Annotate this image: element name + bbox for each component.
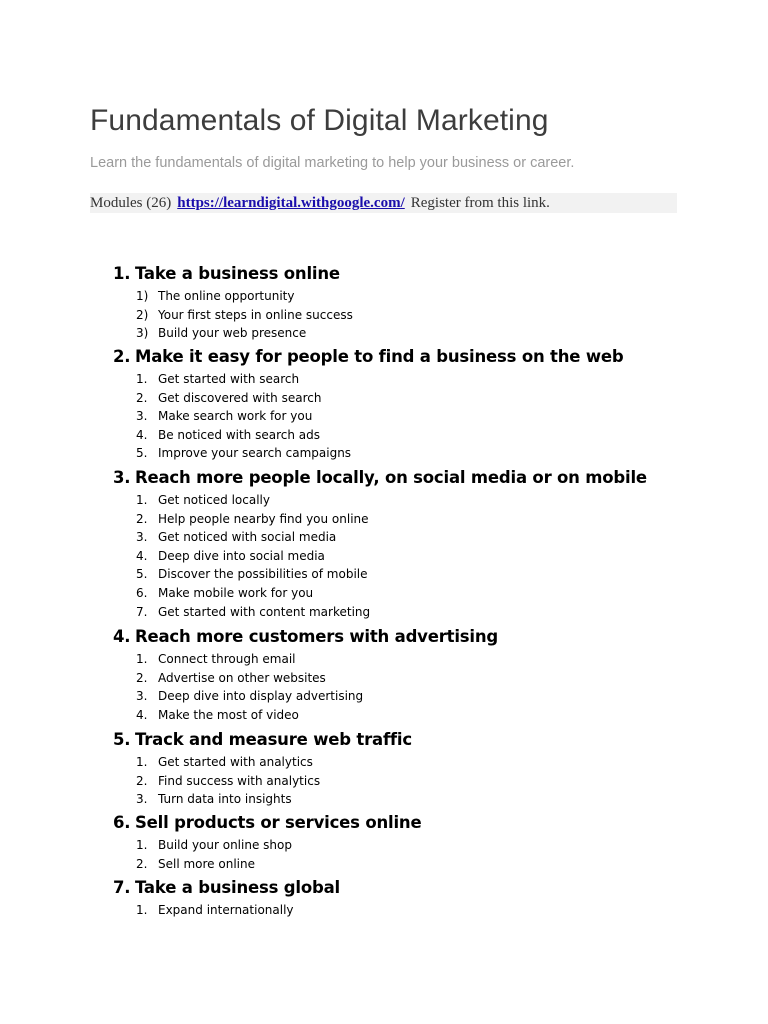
list-item [136,671,326,685]
list-item [136,446,351,460]
list-item [136,567,368,581]
list-item [136,838,292,852]
section-number: 3. [113,468,131,487]
list-item-label: Build your online shop [158,838,292,852]
list-item-label: The online opportunity [158,289,295,303]
list-item-label: Make search work for you [158,409,313,424]
list-item-number: 2. [136,390,148,405]
list-item-number: 4. [136,548,148,563]
section-heading [113,730,412,749]
list-item-number: 1. [136,755,148,769]
list-item-label: Sell more online [158,856,255,871]
list-item-label: Get discovered with search [158,390,322,405]
section-heading [113,627,498,646]
list-item-label: Turn data into insights [158,792,292,807]
section-number: 6. [113,813,131,832]
list-item-number: 2. [136,511,148,526]
list-item [136,326,306,340]
list-item [136,774,320,788]
modules-bar [90,193,677,213]
list-item-label: Discover the possibilities of mobile [158,567,368,582]
list-item [136,409,312,423]
list-item-number: 3. [136,689,148,704]
list-item-number: 2. [136,773,148,788]
section-title: Take a business online [135,264,340,283]
section-heading [113,264,340,283]
list-item-label: Build your web presence [158,326,307,341]
section-title: Reach more customers with advertising [135,627,499,646]
list-item-number: 6. [136,586,148,600]
list-item-label: Get noticed locally [158,493,270,507]
list-item [136,857,255,871]
section-title: Track and measure web traffic [135,730,412,749]
list-item [136,428,320,442]
course-link[interactable]: https://learndigital.withgoogle.com/ [177,195,405,211]
list-item [136,549,325,563]
list-item-number: 2. [136,856,148,871]
list-item [136,652,296,666]
section-title: Sell products or services online [135,813,422,832]
list-item [136,372,299,386]
section-heading [113,347,623,366]
list-item-number: 1. [136,652,148,666]
register-note: Register from this link. [410,195,550,211]
list-item-label: Get started with content marketing [158,604,371,619]
list-item-number: 4. [136,427,148,442]
section-number: 1. [113,264,131,283]
list-item [136,792,292,806]
section-number: 5. [113,730,131,749]
list-item [136,512,369,526]
list-item-label: Be noticed with search ads [158,427,320,442]
list-item-number: 1) [136,289,149,303]
list-item-number: 4. [136,707,148,722]
list-item-label: Find success with analytics [158,773,321,788]
list-item [136,289,294,303]
list-item-label: Make mobile work for you [158,586,314,600]
list-item-label: Get started with analytics [158,755,313,769]
list-item-number: 1. [136,903,148,917]
list-item-number: 5. [136,446,148,461]
list-item [136,755,313,769]
list-item [136,391,321,405]
list-item-number: 5. [136,567,148,582]
list-item-number: 7. [136,604,148,619]
list-item [136,493,270,507]
list-item-label: Make the most of video [158,707,299,722]
list-item [136,586,313,600]
list-item [136,903,294,917]
list-item [136,708,299,722]
list-item-number: 1. [136,372,148,386]
section-heading [113,878,340,897]
page-subtitle: Learn the fundamentals of digital marketing to help your business or career. [90,155,575,171]
page-title: Fundamentals of Digital Marketing [90,104,549,137]
list-item [136,689,363,703]
section-heading [113,468,647,487]
section-number: 2. [113,347,131,366]
list-item-label: Help people nearby find you online [158,511,369,526]
section-title: Make it easy for people to find a business on the web [135,347,624,366]
list-item-label: Connect through email [158,652,296,666]
list-item-label: Improve your search campaigns [158,446,352,461]
list-item-number: 2. [136,670,148,685]
list-item-number: 3. [136,530,148,545]
list-item-label: Get noticed with social media [158,530,337,545]
modules-count: Modules (26) [90,195,172,211]
list-item-number: 3. [136,792,148,807]
list-item-label: Deep dive into display advertising [158,689,364,704]
list-item-label: Your first steps in online success [158,307,353,322]
list-item-number: 1. [136,838,148,852]
list-item-label: Get started with search [158,372,300,386]
section-number: 4. [113,627,131,646]
list-item [136,605,370,619]
list-item [136,308,353,322]
list-item-number: 1. [136,493,148,507]
section-number: 7. [113,878,131,897]
list-item-label: Advertise on other websites [158,670,326,685]
list-item-label: Deep dive into social media [158,548,325,563]
list-item [136,530,336,544]
list-item-label: Expand internationally [158,903,294,917]
list-item-number: 3. [136,409,148,424]
section-heading [113,813,421,832]
list-item-number: 3) [136,326,149,341]
section-title: Reach more people locally, on social media or on mobile [135,468,647,487]
list-item-number: 2) [136,307,149,322]
section-title: Take a business global [135,878,340,897]
